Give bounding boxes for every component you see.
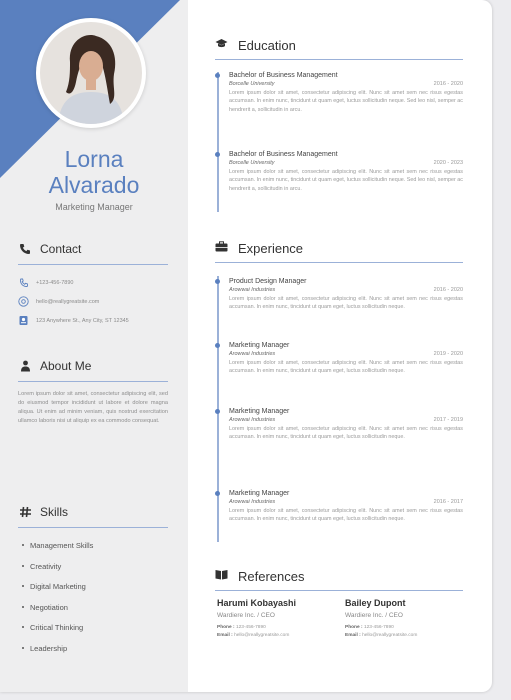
references-title: References (238, 568, 305, 584)
reference-company: Wardiere Inc. / CEO (217, 612, 275, 619)
entry-org: Arowwai Industries (229, 287, 276, 293)
skill-item: Creativity (18, 557, 168, 578)
about-text: Lorem ipsum dolor sit amet, consectetur adipiscing elit, sed do eiusmod tempor incididunt ut labore et dolore magna aliqua. Ut enim ad minim veniam, quis nostrud exercitation ullamco laboris nisi ut aliquip ex ea commodo consequat. (18, 391, 168, 424)
entry-years: 2017 - 2019 (433, 417, 463, 423)
email-icon (18, 296, 29, 307)
experience-title: Experience (238, 240, 304, 256)
entry-years: 2020 - 2023 (433, 160, 463, 166)
experience-entry (229, 407, 463, 442)
skills-title: Skills (40, 505, 69, 519)
reference-name: Harumi Kobayashi (217, 598, 297, 608)
reference-card (345, 598, 463, 638)
entry-years: 2016 - 2020 (433, 287, 463, 293)
phone-icon (18, 277, 29, 288)
reference-phone: Phone : 123-456-7890 (345, 625, 394, 630)
education-header (215, 36, 463, 60)
entry-title: Product Design Manager (229, 278, 307, 285)
entry-description: Lorem ipsum dolor sit amet, consectetur adipiscing elit. Nunc sit amet sem nec risus egestas accumsan. In enim nunc, tincidunt ut quam eget, luctus sollicitudin neque. (229, 296, 463, 311)
hashtag-icon (18, 505, 32, 519)
timeline-dot (215, 343, 220, 348)
references-header (215, 567, 463, 591)
experience-entry (229, 341, 463, 376)
reference-card (217, 598, 335, 638)
divider (18, 527, 168, 528)
last-name: Alvarado (48, 172, 140, 198)
profile-photo (36, 18, 146, 128)
education-title: Education (238, 37, 296, 53)
divider (215, 262, 463, 263)
education-entry (229, 71, 463, 114)
references-list (217, 598, 463, 638)
person-icon (18, 359, 32, 373)
entry-title: Marketing Manager (229, 490, 290, 497)
divider (215, 59, 463, 60)
divider (18, 381, 168, 382)
timeline-dot (215, 409, 220, 414)
contact-email: hello@reallygreatsite.com (36, 298, 100, 305)
entry-description: Lorem ipsum dolor sit amet, consectetur adipiscing elit. Nunc sit amet sem nec risus egestas accumsan. In enim nunc, tincidunt ut quam eget, luctus sollicitudin neque. (229, 426, 463, 441)
skills-list (18, 536, 168, 659)
about-section (18, 357, 168, 426)
entry-org: Borcelle University (229, 81, 275, 87)
location-icon (18, 315, 29, 326)
skill-item: Digital Marketing (18, 577, 168, 598)
contact-title: Contact (40, 242, 82, 256)
entry-description: Lorem ipsum dolor sit amet, consectetur adipiscing elit. Nunc sit amet sem nec risus egestas accumsan. In enim nunc, tincidunt ut quam eget, luctus sollicitudin neque. Sed leo nisl, semper ac hendrerit a, sollicitudin in arcu. (229, 169, 463, 192)
experience-entry (229, 277, 463, 312)
reference-name: Bailey Dupont (345, 598, 406, 608)
briefcase-icon (215, 239, 228, 257)
education-timeline (217, 72, 219, 212)
sidebar (0, 0, 188, 692)
reference-company: Wardiere Inc. / CEO (345, 612, 403, 619)
entry-org: Arowwai Industries (229, 351, 276, 357)
contact-section (18, 240, 168, 326)
skill-item: Management Skills (18, 536, 168, 557)
contact-address-row (18, 315, 168, 326)
reference-email: Email : hello@reallygreatsite.com (345, 633, 418, 638)
person-name (0, 146, 188, 198)
entry-org: Borcelle University (229, 160, 275, 166)
contact-email-row (18, 296, 168, 307)
entry-org: Arowwai Industries (229, 499, 276, 505)
about-title: About Me (40, 359, 92, 373)
first-name: Lorna (64, 146, 124, 172)
reference-phone: Phone : 123-456-7890 (217, 625, 266, 630)
skill-item: Critical Thinking (18, 618, 168, 639)
entry-description: Lorem ipsum dolor sit amet, consectetur adipiscing elit. Nunc sit amet sem nec risus egestas accumsan. In enim nunc, tincidunt ut quam eget, luctus sollicitudin neque. Sed leo nisl, semper ac hendrerit a, sollicitudin in arcu. (229, 90, 463, 113)
contact-phone: +123-456-7890 (36, 279, 74, 286)
reference-email: Email : hello@reallygreatsite.com (217, 633, 290, 638)
timeline-dot (215, 279, 220, 284)
timeline-dot (215, 73, 220, 78)
education-entry (229, 150, 463, 193)
timeline-dot (215, 152, 220, 157)
entry-description: Lorem ipsum dolor sit amet, consectetur adipiscing elit. Nunc sit amet sem nec risus egestas accumsan. In enim nunc, tincidunt ut quam eget, luctus sollicitudin neque. (229, 360, 463, 375)
entry-title: Marketing Manager (229, 408, 290, 415)
skills-section (18, 503, 168, 659)
divider (18, 264, 168, 265)
timeline-dot (215, 491, 220, 496)
entry-years: 2019 - 2020 (433, 351, 463, 357)
entry-title: Marketing Manager (229, 342, 290, 349)
experience-entry (229, 489, 463, 524)
entry-description: Lorem ipsum dolor sit amet, consectetur adipiscing elit. Nunc sit amet sem nec risus egestas accumsan. In enim nunc, tincidunt ut quam eget, luctus sollicitudin neque. (229, 508, 463, 523)
divider (215, 590, 463, 591)
experience-header (215, 239, 463, 263)
skill-item: Negotiation (18, 598, 168, 619)
contact-phone-row (18, 277, 168, 288)
graduation-cap-icon (215, 36, 228, 54)
contact-address: 123 Anywhere St., Any City, ST 12345 (36, 317, 129, 324)
job-title: Marketing Manager (55, 202, 133, 212)
skill-item: Leadership (18, 639, 168, 660)
book-icon (215, 567, 228, 585)
entry-org: Arowwai Industries (229, 417, 276, 423)
entry-title: Bachelor of Business Management (229, 151, 338, 158)
phone-icon (18, 242, 32, 256)
entry-years: 2016 - 2017 (433, 499, 463, 505)
entry-years: 2016 - 2020 (433, 81, 463, 87)
entry-title: Bachelor of Business Management (229, 72, 338, 79)
